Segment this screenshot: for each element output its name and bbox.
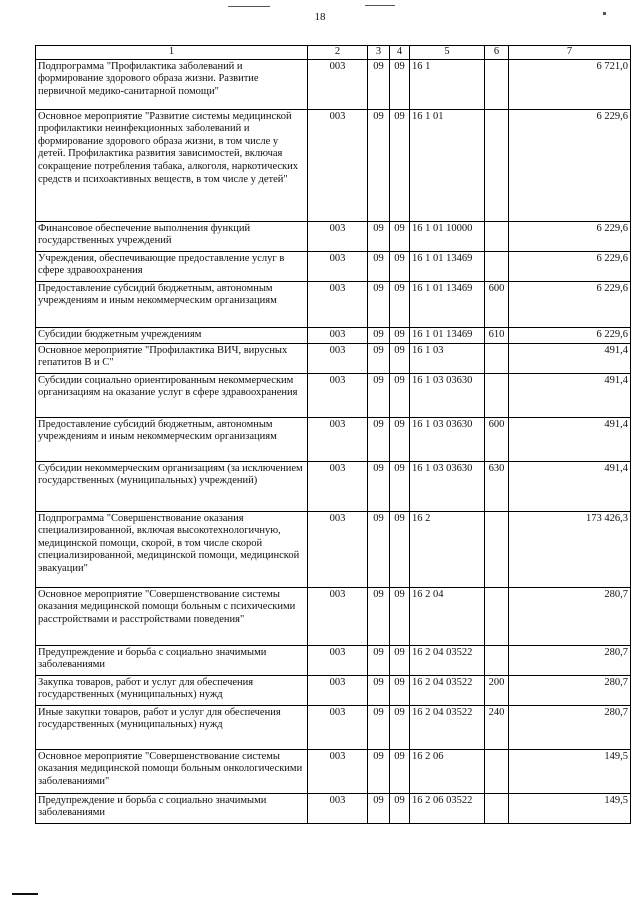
row-target-article: 16 1 01 13469 bbox=[410, 327, 485, 343]
row-expense-type bbox=[485, 373, 509, 417]
row-amount: 149,5 bbox=[509, 793, 631, 823]
table-row bbox=[36, 251, 631, 281]
row-amount: 6 229,6 bbox=[509, 251, 631, 281]
row-name: Закупка товаров, работ и услуг для обеспечения государственных (муниципальных) нужд bbox=[36, 675, 308, 705]
row-section: 09 bbox=[368, 417, 390, 461]
row-amount: 280,7 bbox=[509, 587, 631, 645]
table-row bbox=[36, 109, 631, 221]
row-section: 09 bbox=[368, 59, 390, 109]
row-target-article: 16 2 04 03522 bbox=[410, 675, 485, 705]
row-amount: 280,7 bbox=[509, 675, 631, 705]
row-code: 003 bbox=[308, 417, 368, 461]
table-row bbox=[36, 327, 631, 343]
table-row bbox=[36, 281, 631, 327]
row-name: Основное мероприятие "Профилактика ВИЧ, вирусных гепатитов В и С" bbox=[36, 343, 308, 373]
row-amount: 6 229,6 bbox=[509, 327, 631, 343]
table-row bbox=[36, 221, 631, 251]
row-code: 003 bbox=[308, 705, 368, 749]
row-expense-type: 630 bbox=[485, 461, 509, 511]
row-section: 09 bbox=[368, 511, 390, 587]
row-name: Учреждения, обеспечивающие предоставление услуг в сфере здравоохранения bbox=[36, 251, 308, 281]
row-target-article: 16 2 04 bbox=[410, 587, 485, 645]
row-code: 003 bbox=[308, 373, 368, 417]
row-expense-type: 240 bbox=[485, 705, 509, 749]
row-section: 09 bbox=[368, 251, 390, 281]
row-subsection: 09 bbox=[390, 705, 410, 749]
row-subsection: 09 bbox=[390, 645, 410, 675]
row-subsection: 09 bbox=[390, 221, 410, 251]
row-subsection: 09 bbox=[390, 373, 410, 417]
table-row bbox=[36, 373, 631, 417]
table-row bbox=[36, 59, 631, 109]
row-section: 09 bbox=[368, 281, 390, 327]
row-section: 09 bbox=[368, 749, 390, 793]
row-subsection: 09 bbox=[390, 281, 410, 327]
row-amount: 173 426,3 bbox=[509, 511, 631, 587]
row-target-article: 16 2 06 03522 bbox=[410, 793, 485, 823]
row-name: Предоставление субсидий бюджетным, автономным учреждениям и иным некоммерческим организациям bbox=[36, 281, 308, 327]
row-code: 003 bbox=[308, 587, 368, 645]
row-name: Субсидии бюджетным учреждениям bbox=[36, 327, 308, 343]
row-target-article: 16 1 01 13469 bbox=[410, 281, 485, 327]
row-target-article: 16 1 01 13469 bbox=[410, 251, 485, 281]
row-section: 09 bbox=[368, 373, 390, 417]
table-row bbox=[36, 461, 631, 511]
row-expense-type bbox=[485, 793, 509, 823]
row-subsection: 09 bbox=[390, 675, 410, 705]
row-target-article: 16 2 06 bbox=[410, 749, 485, 793]
row-code: 003 bbox=[308, 675, 368, 705]
row-amount: 6 229,6 bbox=[509, 281, 631, 327]
table-row bbox=[36, 645, 631, 675]
row-subsection: 09 bbox=[390, 343, 410, 373]
row-section: 09 bbox=[368, 675, 390, 705]
table-row bbox=[36, 675, 631, 705]
row-section: 09 bbox=[368, 327, 390, 343]
row-code: 003 bbox=[308, 511, 368, 587]
row-subsection: 09 bbox=[390, 251, 410, 281]
header-cell: 6 bbox=[485, 46, 509, 60]
row-section: 09 bbox=[368, 109, 390, 221]
row-target-article: 16 1 03 03630 bbox=[410, 417, 485, 461]
row-expense-type bbox=[485, 511, 509, 587]
row-expense-type bbox=[485, 59, 509, 109]
header-cell: 2 bbox=[308, 46, 368, 60]
row-expense-type bbox=[485, 251, 509, 281]
row-subsection: 09 bbox=[390, 511, 410, 587]
row-expense-type bbox=[485, 109, 509, 221]
row-amount: 491,4 bbox=[509, 461, 631, 511]
row-code: 003 bbox=[308, 793, 368, 823]
row-subsection: 09 bbox=[390, 749, 410, 793]
table-header-row bbox=[36, 46, 631, 60]
row-amount: 280,7 bbox=[509, 705, 631, 749]
row-amount: 149,5 bbox=[509, 749, 631, 793]
row-section: 09 bbox=[368, 587, 390, 645]
row-expense-type bbox=[485, 749, 509, 793]
table-row bbox=[36, 417, 631, 461]
row-target-article: 16 2 04 03522 bbox=[410, 645, 485, 675]
row-name: Основное мероприятие "Совершенствование системы оказания медицинской помощи больным онкологическими заболеваниями" bbox=[36, 749, 308, 793]
row-target-article: 16 1 bbox=[410, 59, 485, 109]
row-target-article: 16 1 03 03630 bbox=[410, 373, 485, 417]
row-name: Субсидии социально ориентированным некоммерческим организациям на оказание услуг в сфере здравоохранения bbox=[36, 373, 308, 417]
row-section: 09 bbox=[368, 461, 390, 511]
row-section: 09 bbox=[368, 645, 390, 675]
table-row bbox=[36, 705, 631, 749]
row-target-article: 16 2 04 03522 bbox=[410, 705, 485, 749]
row-expense-type bbox=[485, 587, 509, 645]
table-row bbox=[36, 749, 631, 793]
row-name: Иные закупки товаров, работ и услуг для обеспечения государственных (муниципальных) нужд bbox=[36, 705, 308, 749]
row-section: 09 bbox=[368, 221, 390, 251]
row-subsection: 09 bbox=[390, 587, 410, 645]
row-code: 003 bbox=[308, 221, 368, 251]
row-subsection: 09 bbox=[390, 793, 410, 823]
row-code: 003 bbox=[308, 109, 368, 221]
row-amount: 6 721,0 bbox=[509, 59, 631, 109]
row-expense-type: 600 bbox=[485, 417, 509, 461]
row-code: 003 bbox=[308, 645, 368, 675]
table-row bbox=[36, 587, 631, 645]
row-subsection: 09 bbox=[390, 59, 410, 109]
row-expense-type: 610 bbox=[485, 327, 509, 343]
row-name: Основное мероприятие "Развитие системы медицинской профилактики неинфекционных заболеваний и формирование здорового образа жизни, в том числе у детей. Профилактика развития зависимостей, включая сокращение потребления табака, алкоголя, наркотических средств и психоактивных веществ, в том числе у детей" bbox=[36, 109, 308, 221]
row-subsection: 09 bbox=[390, 109, 410, 221]
row-code: 003 bbox=[308, 749, 368, 793]
row-amount: 491,4 bbox=[509, 373, 631, 417]
row-code: 003 bbox=[308, 327, 368, 343]
row-amount: 491,4 bbox=[509, 343, 631, 373]
table-row bbox=[36, 511, 631, 587]
row-name: Предоставление субсидий бюджетным, автономным учреждениям и иным некоммерческим организациям bbox=[36, 417, 308, 461]
row-name: Подпрограмма "Профилактика заболеваний и формирование здорового образа жизни. Развитие первичной медико-санитарной помощи" bbox=[36, 59, 308, 109]
row-code: 003 bbox=[308, 461, 368, 511]
row-expense-type: 600 bbox=[485, 281, 509, 327]
row-code: 003 bbox=[308, 281, 368, 327]
header-cell: 7 bbox=[509, 46, 631, 60]
row-code: 003 bbox=[308, 59, 368, 109]
row-name: Предупреждение и борьба с социально значимыми заболеваниями bbox=[36, 645, 308, 675]
row-target-article: 16 1 01 10000 bbox=[410, 221, 485, 251]
page-number: 18 bbox=[314, 11, 326, 23]
row-target-article: 16 2 bbox=[410, 511, 485, 587]
row-section: 09 bbox=[368, 343, 390, 373]
row-name: Основное мероприятие "Совершенствование системы оказания медицинской помощи больным с психическими расстройствами и расстройствами поведения" bbox=[36, 587, 308, 645]
row-code: 003 bbox=[308, 251, 368, 281]
row-expense-type bbox=[485, 221, 509, 251]
budget-table bbox=[35, 45, 631, 824]
row-target-article: 16 1 03 03630 bbox=[410, 461, 485, 511]
row-subsection: 09 bbox=[390, 461, 410, 511]
row-expense-type bbox=[485, 343, 509, 373]
row-code: 003 bbox=[308, 343, 368, 373]
row-amount: 280,7 bbox=[509, 645, 631, 675]
row-name: Предупреждение и борьба с социально значимыми заболеваниями bbox=[36, 793, 308, 823]
row-amount: 6 229,6 bbox=[509, 109, 631, 221]
margin-mark bbox=[12, 893, 38, 895]
header-cell: 1 bbox=[36, 46, 308, 60]
scan-artifact bbox=[365, 5, 395, 6]
scan-artifact bbox=[228, 6, 270, 7]
header-cell: 3 bbox=[368, 46, 390, 60]
row-target-article: 16 1 01 bbox=[410, 109, 485, 221]
row-target-article: 16 1 03 bbox=[410, 343, 485, 373]
row-section: 09 bbox=[368, 705, 390, 749]
row-section: 09 bbox=[368, 793, 390, 823]
header-cell: 4 bbox=[390, 46, 410, 60]
row-subsection: 09 bbox=[390, 327, 410, 343]
row-name: Подпрограмма "Совершенствование оказания специализированной, включая высокотехнологичную, медицинской помощи, скорой, в том числе скорой специализированной, медицинской помощи, медицинской эвакуации" bbox=[36, 511, 308, 587]
table-row bbox=[36, 343, 631, 373]
row-amount: 6 229,6 bbox=[509, 221, 631, 251]
table-row bbox=[36, 793, 631, 823]
row-amount: 491,4 bbox=[509, 417, 631, 461]
row-subsection: 09 bbox=[390, 417, 410, 461]
row-name: Финансовое обеспечение выполнения функций государственных учреждений bbox=[36, 221, 308, 251]
row-expense-type: 200 bbox=[485, 675, 509, 705]
header-cell: 5 bbox=[410, 46, 485, 60]
row-name: Субсидии некоммерческим организациям (за исключением государственных (муниципальных) учреждений) bbox=[36, 461, 308, 511]
row-expense-type bbox=[485, 645, 509, 675]
